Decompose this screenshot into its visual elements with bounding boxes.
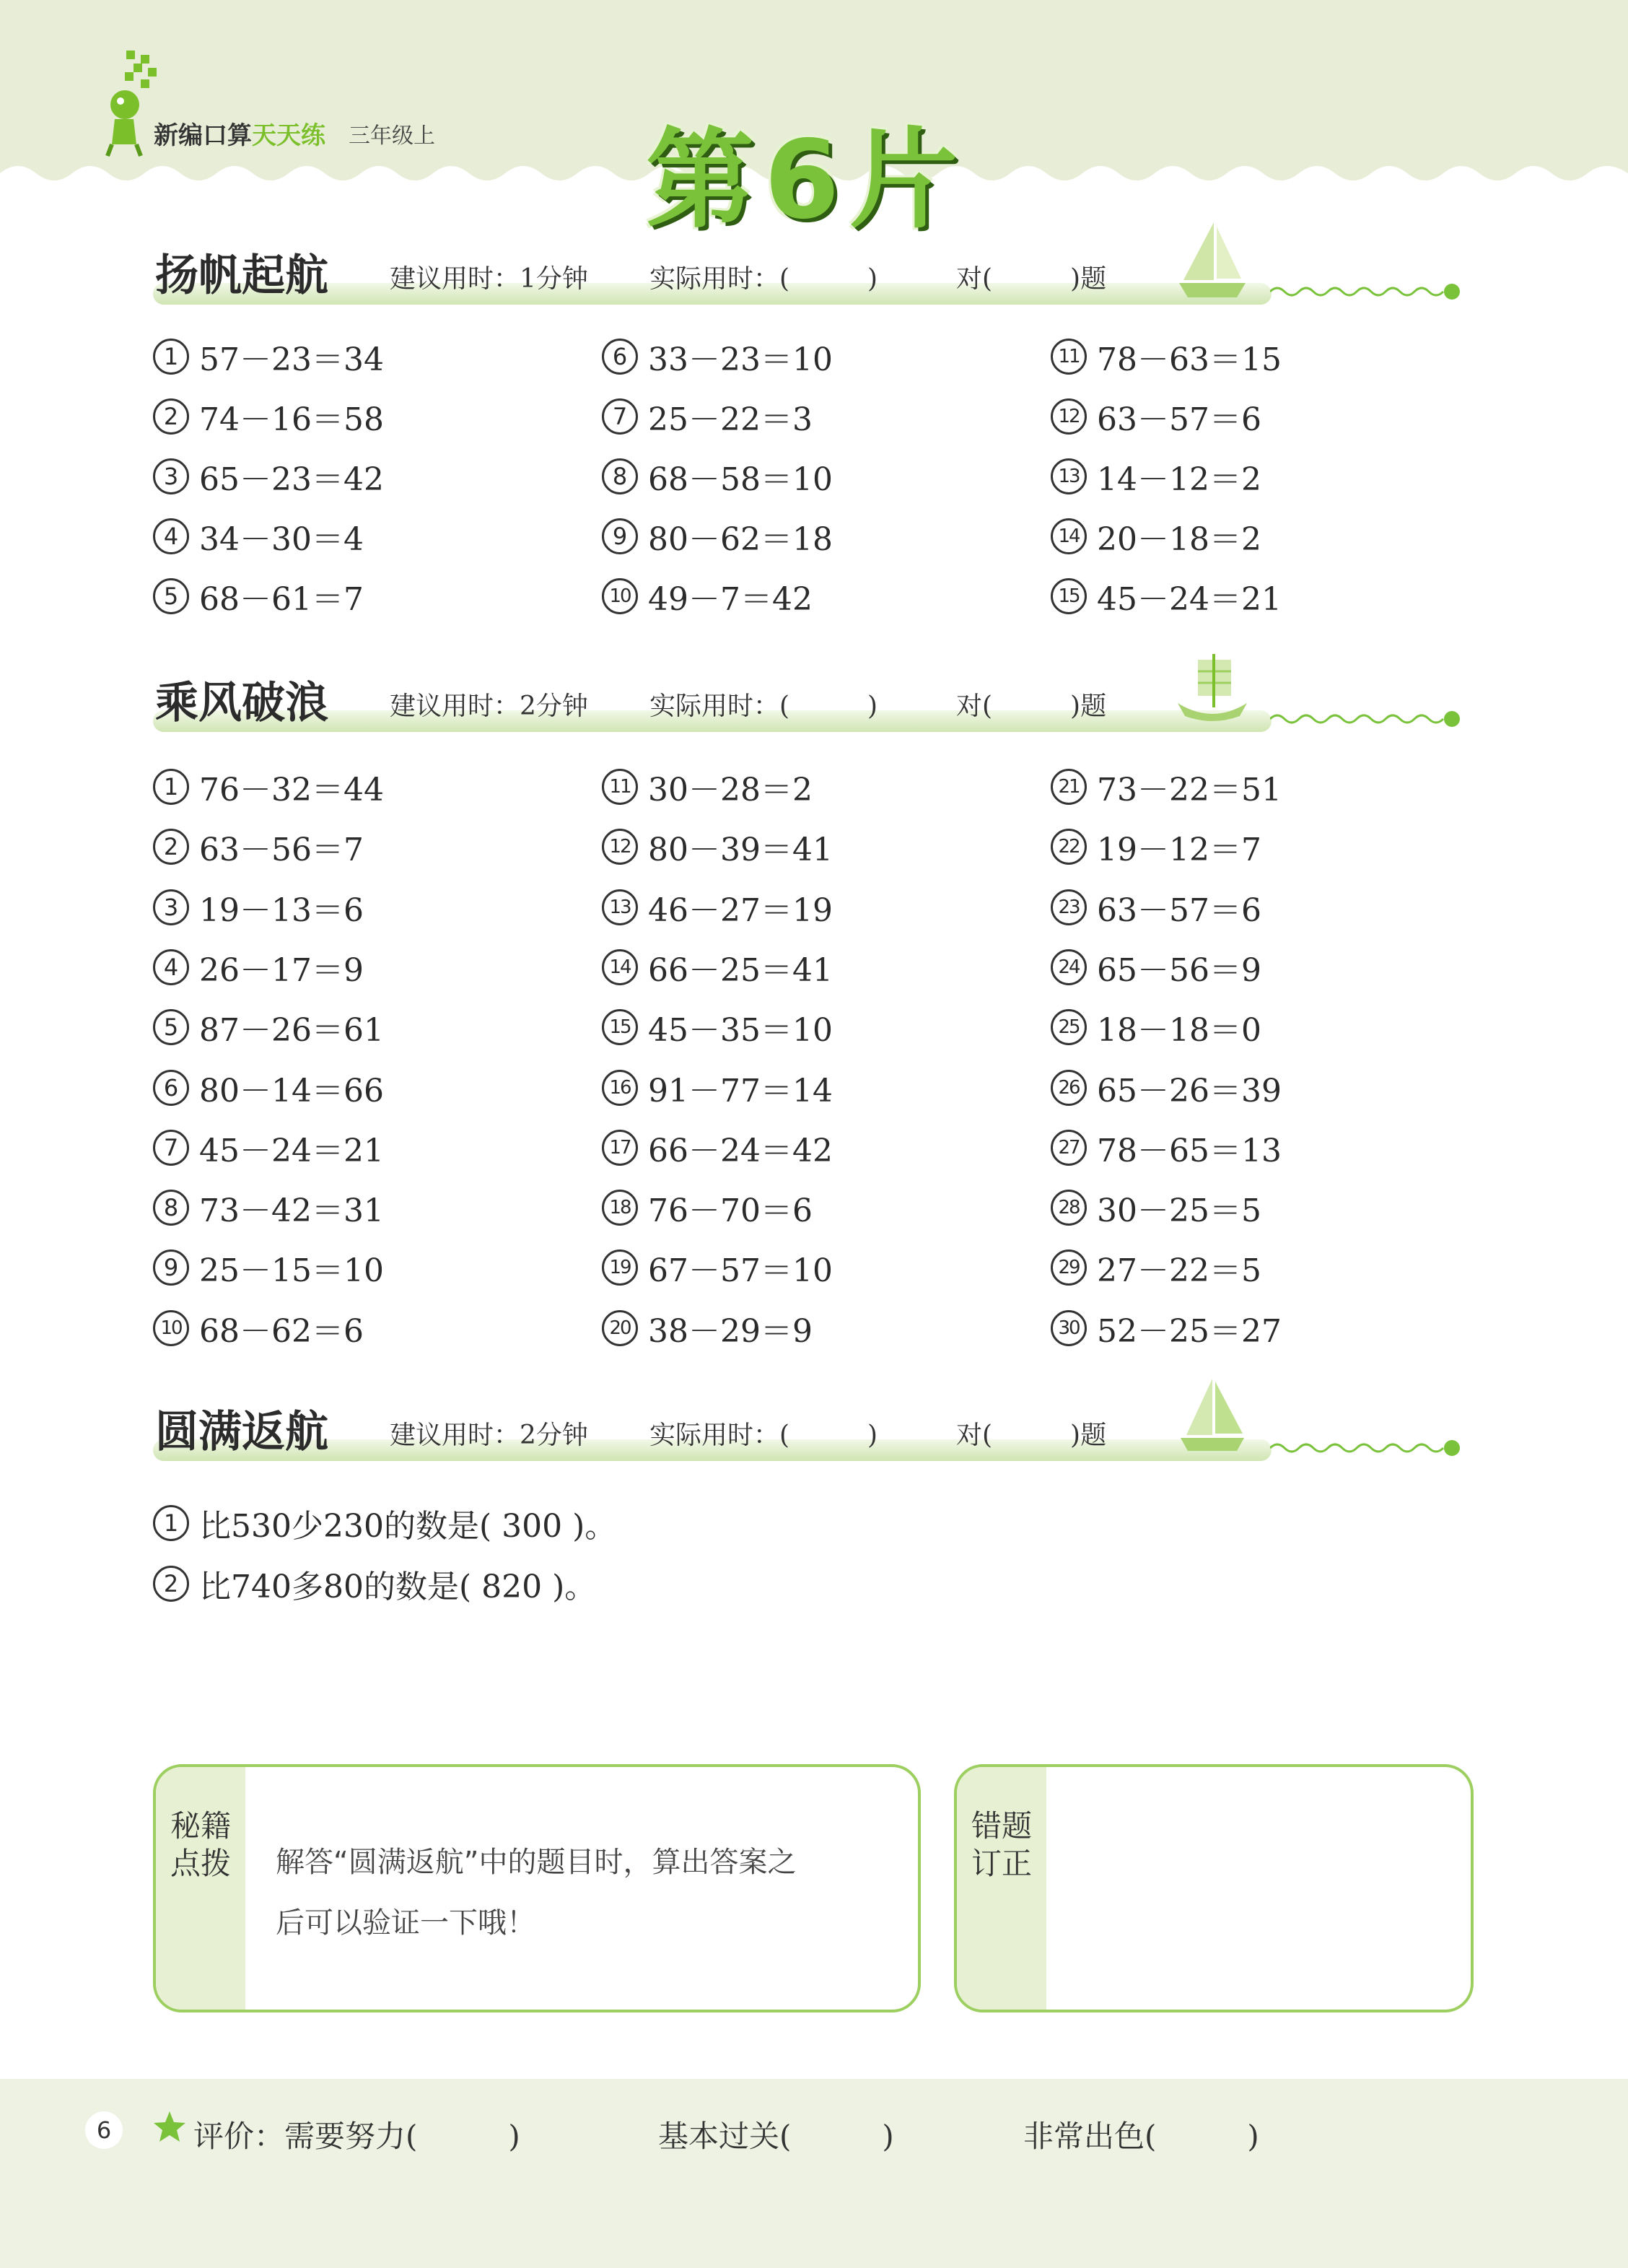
problem-number: 7	[153, 1130, 189, 1166]
problem-text: 63－56＝7	[199, 832, 364, 869]
problem-text: 18－18＝0	[1097, 1012, 1261, 1050]
problem-number: 10	[602, 578, 638, 614]
problem-item	[153, 1187, 384, 1228]
problem-number: 19	[602, 1249, 638, 1286]
problem-item	[602, 826, 833, 867]
problem-number: 1	[153, 339, 189, 375]
problem-text: 73－22＝51	[1097, 772, 1282, 808]
problem-number: 9	[153, 1249, 189, 1286]
problem-item	[1051, 1308, 1282, 1348]
problem-item	[153, 767, 384, 807]
problem-text: 63－57＝6	[1097, 401, 1261, 438]
tip-box	[153, 1764, 921, 2012]
section3-suggested-time: 建议用时：2分钟	[390, 1421, 588, 1450]
error-correction-box	[954, 1764, 1474, 2012]
problem-item	[1051, 826, 1261, 867]
tip-box-label: 秘籍点拨	[170, 1808, 231, 1881]
problem-text: 26－17＝9	[199, 951, 364, 989]
problem-item	[153, 1563, 596, 1604]
problem-item	[153, 576, 364, 616]
error-box-side	[957, 1767, 1046, 2010]
sailboat-icon	[1176, 1379, 1248, 1458]
problem-number: 15	[1051, 578, 1087, 614]
problem-number: 4	[153, 518, 189, 554]
wavy-line-decoration	[1270, 705, 1465, 730]
problem-number: 11	[602, 769, 638, 805]
problem-number: 5	[153, 1009, 189, 1045]
problem-text: 78－65＝13	[1097, 1132, 1282, 1169]
problem-text: 45－24＝21	[199, 1132, 384, 1169]
problem-item	[1051, 1247, 1261, 1288]
problem-text: 30－28＝2	[648, 772, 813, 808]
problem-number: 12	[1051, 398, 1087, 435]
section1-suggested-time: 建议用时：1分钟	[390, 264, 588, 294]
tip-text-line2: 后可以验证一下哦！	[276, 1906, 535, 1940]
problem-text: 68－62＝6	[199, 1312, 364, 1350]
problem-number: 8	[153, 1190, 189, 1226]
problem-text: 33－23＝10	[648, 341, 833, 378]
problem-text: 19－13＝6	[199, 891, 364, 929]
problem-number: 4	[153, 949, 189, 985]
section1-header	[0, 232, 1628, 312]
problem-number: 1	[153, 1505, 189, 1541]
problem-item	[1051, 1068, 1282, 1108]
problem-item	[602, 1187, 813, 1228]
problem-item	[153, 947, 364, 987]
problem-item	[602, 1007, 833, 1050]
problem-number: 13	[602, 889, 638, 925]
problem-item	[153, 456, 384, 497]
problem-text: 68－58＝10	[648, 461, 833, 498]
problem-item	[153, 887, 364, 928]
error-box-label: 错题订正	[971, 1808, 1032, 1881]
problem-text: 91－77＝14	[648, 1072, 833, 1109]
problem-number: 2	[153, 398, 189, 435]
problem-number: 14	[1051, 518, 1087, 554]
problem-text: 25－15＝10	[199, 1252, 384, 1290]
problem-number: 3	[153, 889, 189, 925]
footer	[0, 2079, 1628, 2268]
problem-text: 比740多80的数是( 820 )。	[199, 1569, 597, 1605]
problem-text: 67－57＝10	[648, 1252, 833, 1290]
problem-text: 65－26＝39	[1097, 1072, 1282, 1109]
problem-number: 28	[1051, 1190, 1087, 1226]
problem-text: 66－25＝41	[648, 951, 833, 989]
problem-text: 49－7＝42	[648, 581, 813, 618]
problem-text: 73－42＝31	[199, 1192, 384, 1230]
problem-text: 比530少230的数是( 300 )。	[199, 1508, 617, 1545]
problem-item	[602, 336, 833, 377]
eval-basic-pass: 基本过关( )	[658, 2119, 894, 2154]
grade-label: 三年级上	[349, 123, 435, 149]
problem-item	[1051, 1007, 1261, 1050]
problem-number: 29	[1051, 1249, 1087, 1286]
problem-item	[153, 336, 384, 377]
problem-text: 68－61＝7	[199, 581, 364, 618]
tip-text-line1: 解答“圆满返航”中的题目时，算出答案之	[276, 1846, 797, 1879]
problem-item	[1051, 1128, 1282, 1168]
problem-item	[153, 826, 364, 867]
section1-actual-time: 实际用时：( )	[649, 264, 878, 294]
problem-number: 10	[153, 1310, 189, 1346]
problem-item	[602, 1247, 833, 1288]
section2-suggested-time: 建议用时：2分钟	[390, 692, 588, 721]
problem-number: 16	[602, 1070, 638, 1106]
problem-number: 15	[602, 1009, 638, 1045]
problem-text: 38－29＝9	[648, 1312, 813, 1350]
problem-item	[602, 887, 833, 928]
section2-header	[0, 660, 1628, 739]
problem-text: 80－39＝41	[648, 832, 833, 869]
section3-actual-time: 实际用时：( )	[649, 1421, 878, 1450]
problem-item	[1051, 576, 1282, 616]
problem-number: 8	[602, 458, 638, 494]
section2-actual-time: 实际用时：( )	[649, 692, 878, 721]
problem-text: 19－12＝7	[1097, 832, 1261, 869]
problem-item	[602, 1128, 833, 1168]
problem-item	[1051, 396, 1261, 437]
problem-text: 25－22＝3	[648, 401, 813, 438]
problem-number: 12	[602, 829, 638, 865]
section1-title: 扬帆起航	[155, 250, 328, 301]
section2-correct-count: 对( )题	[956, 692, 1107, 721]
problem-item	[1051, 767, 1282, 807]
problem-number: 6	[602, 339, 638, 375]
problem-item	[602, 947, 833, 987]
star-icon	[152, 2109, 188, 2145]
section3-header	[0, 1389, 1628, 1468]
problem-text: 78－63＝15	[1097, 341, 1282, 378]
wavy-line-decoration	[1270, 277, 1465, 303]
problem-item	[1051, 1187, 1261, 1228]
dragon-boat-icon	[1176, 650, 1248, 729]
problem-text: 63－57＝6	[1097, 891, 1261, 929]
problem-number: 23	[1051, 889, 1087, 925]
problem-item	[602, 516, 833, 557]
problem-item	[1051, 887, 1261, 928]
problem-text: 45－24＝21	[1097, 581, 1282, 618]
problem-number: 22	[1051, 829, 1087, 865]
problem-item	[1051, 947, 1261, 987]
problem-number: 24	[1051, 949, 1087, 985]
problem-text: 45－35＝10	[648, 1012, 833, 1050]
problem-item	[153, 1247, 384, 1288]
page-title: 第6片	[646, 118, 968, 243]
problem-item	[153, 1128, 384, 1168]
page-number: 6	[85, 2111, 123, 2149]
problem-item	[602, 396, 813, 437]
problem-number: 18	[602, 1190, 638, 1226]
problem-number: 13	[1051, 458, 1087, 494]
problem-text: 65－23＝42	[199, 461, 384, 498]
problem-text: 20－18＝2	[1097, 521, 1261, 558]
problem-number: 11	[1051, 339, 1087, 375]
wavy-line-decoration	[1270, 1434, 1465, 1460]
problem-number: 9	[602, 518, 638, 554]
eval-excellent: 非常出色( )	[1023, 2119, 1259, 2154]
problem-number: 17	[602, 1130, 638, 1166]
problem-number: 6	[153, 1070, 189, 1106]
problem-number: 30	[1051, 1310, 1087, 1346]
problem-item	[153, 516, 364, 557]
problem-text: 14－12＝2	[1097, 461, 1261, 498]
problem-item	[1051, 336, 1282, 377]
problem-item	[153, 1503, 616, 1543]
problem-item	[602, 1068, 833, 1108]
problem-number: 7	[602, 398, 638, 435]
eval-needs-effort: 评价：需要努力( )	[193, 2119, 520, 2154]
problem-text: 27－22＝5	[1097, 1252, 1261, 1290]
problem-item	[602, 1308, 813, 1348]
problem-text: 52－25＝27	[1097, 1312, 1282, 1350]
problem-item	[602, 576, 813, 616]
problem-number: 14	[602, 949, 638, 985]
problem-number: 2	[153, 829, 189, 865]
problem-number: 20	[602, 1310, 638, 1346]
problem-number: 1	[153, 769, 189, 805]
section3-correct-count: 对( )题	[956, 1421, 1107, 1450]
problem-text: 76－32＝44	[199, 772, 384, 808]
problem-number: 3	[153, 458, 189, 494]
problem-item	[153, 1308, 364, 1348]
problem-number: 25	[1051, 1009, 1087, 1045]
problem-text: 34－30＝4	[199, 521, 364, 558]
problem-text: 30－25＝5	[1097, 1192, 1261, 1230]
problem-number: 26	[1051, 1070, 1087, 1106]
problem-text: 57－23＝34	[199, 341, 384, 378]
tip-box-side	[156, 1767, 245, 2010]
problem-text: 46－27＝19	[648, 891, 833, 929]
section3-title: 圆满返航	[155, 1407, 328, 1457]
problem-item	[1051, 516, 1261, 557]
problem-text: 65－56＝9	[1097, 951, 1261, 989]
problem-item	[153, 396, 384, 437]
section2-title: 乘风破浪	[155, 678, 328, 728]
problem-item	[153, 1007, 384, 1050]
problem-item	[153, 1068, 384, 1108]
brand-name: 新编口算天天练	[154, 121, 325, 150]
problem-text: 74－16＝58	[199, 401, 384, 438]
problem-text: 80－14＝66	[199, 1072, 384, 1109]
section1-correct-count: 对( )题	[956, 264, 1107, 294]
problem-item	[602, 456, 833, 497]
problem-text: 76－70＝6	[648, 1192, 813, 1230]
sailboat-icon	[1176, 222, 1248, 302]
problem-item	[602, 767, 813, 807]
problem-text: 87－26＝61	[199, 1012, 384, 1050]
problem-number: 21	[1051, 769, 1087, 805]
problem-number: 27	[1051, 1130, 1087, 1166]
problem-number: 5	[153, 578, 189, 614]
problem-text: 80－62＝18	[648, 521, 833, 558]
problem-number: 2	[153, 1566, 189, 1602]
problem-item	[1051, 456, 1261, 497]
problem-text: 66－24＝42	[648, 1132, 833, 1169]
